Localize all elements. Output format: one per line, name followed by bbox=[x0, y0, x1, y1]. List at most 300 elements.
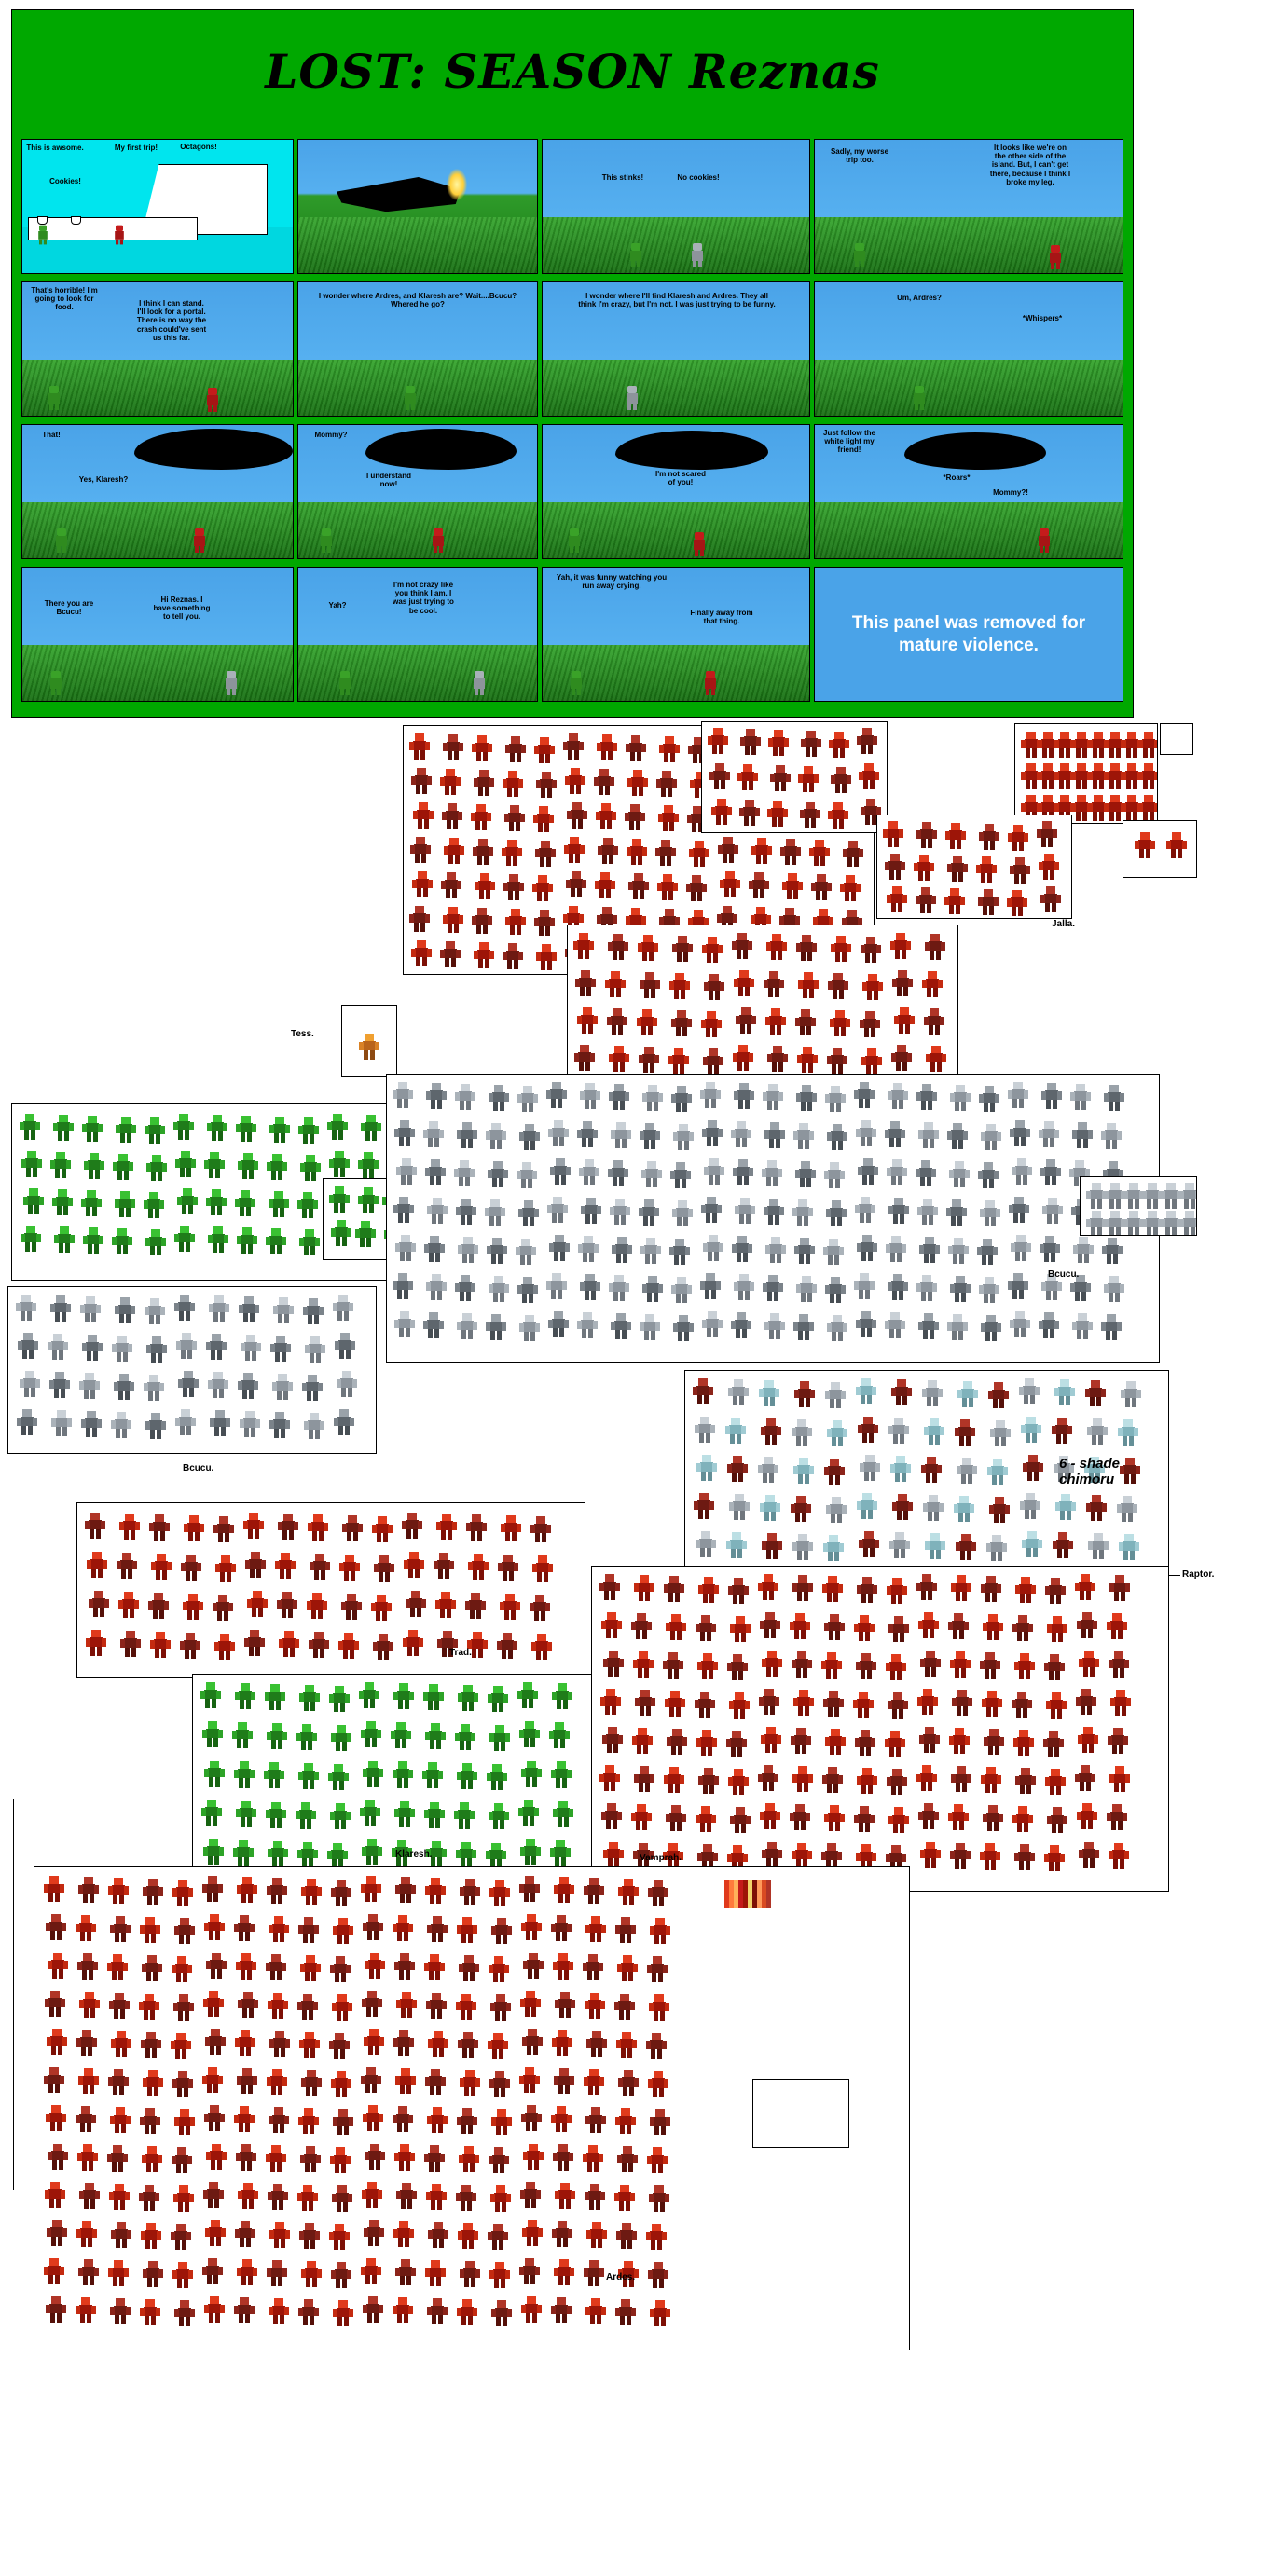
sprite-cell bbox=[112, 1916, 129, 1942]
sprite-cell bbox=[78, 2030, 95, 2056]
page-title: LOST: SEASON Reznas bbox=[265, 43, 880, 99]
sprite-cell bbox=[425, 1684, 442, 1710]
sprite-cell bbox=[212, 1410, 228, 1436]
sprite-cell bbox=[921, 1237, 938, 1263]
sprite-cell bbox=[657, 840, 674, 866]
sprite-cell bbox=[429, 1198, 446, 1224]
spritesheet-red-top-right bbox=[701, 721, 888, 833]
sprite-cell bbox=[376, 1555, 393, 1582]
sprite-cell bbox=[205, 2182, 222, 2208]
sprite-cell bbox=[824, 1767, 841, 1793]
sprite-cell bbox=[274, 1374, 291, 1400]
sprite-cell bbox=[488, 1314, 504, 1340]
sprite-cell bbox=[1039, 821, 1055, 847]
sprite-grid bbox=[1081, 1177, 1196, 1235]
sprite-cell bbox=[1089, 1418, 1106, 1445]
sprite-cell bbox=[143, 2032, 159, 2058]
sprite-cell bbox=[300, 1763, 317, 1789]
sprite-cell bbox=[863, 1048, 880, 1075]
sprite-cell bbox=[493, 2300, 510, 2326]
sprite-cell bbox=[858, 1120, 875, 1146]
sprite-cell bbox=[703, 1011, 720, 1037]
comic-page bbox=[11, 9, 1134, 718]
sprite-cell bbox=[206, 1761, 223, 1787]
sprite-cell bbox=[467, 1593, 484, 1619]
sprite-cell bbox=[394, 2297, 411, 2323]
sprite-cell bbox=[577, 970, 594, 996]
caption: Yah? bbox=[328, 601, 347, 610]
sprite-cell bbox=[769, 801, 786, 827]
sprite-cell bbox=[489, 2033, 506, 2059]
sprite-cell bbox=[985, 1805, 1001, 1831]
grass bbox=[298, 645, 537, 701]
sprite-cell bbox=[582, 1083, 599, 1109]
caption: Finally away from that thing. bbox=[690, 609, 753, 626]
sprite-cell bbox=[742, 729, 759, 755]
sprite-cell bbox=[794, 1575, 811, 1601]
sprite-cell bbox=[311, 1554, 328, 1580]
sprite-cell bbox=[992, 1420, 1009, 1446]
sprite-cell bbox=[430, 2031, 447, 2057]
sprite-cell bbox=[1074, 1313, 1091, 1339]
sprite-cell bbox=[79, 2144, 96, 2171]
sprite-cell bbox=[336, 1409, 352, 1435]
sprite-cell bbox=[329, 1114, 346, 1140]
sprite-cell bbox=[860, 1158, 876, 1185]
sprite-cell bbox=[428, 1993, 445, 2019]
sprite-cell bbox=[792, 1613, 808, 1639]
sprite-cell bbox=[470, 1554, 487, 1580]
sprite-cell bbox=[521, 1124, 538, 1150]
comic-panel-11 bbox=[542, 424, 810, 559]
sprite-grid bbox=[568, 925, 957, 1084]
sprite-cell bbox=[826, 1614, 843, 1640]
sprite-cell bbox=[628, 839, 645, 865]
sprite-cell bbox=[797, 1009, 814, 1035]
sprite-cell bbox=[980, 889, 997, 915]
sprite-cell bbox=[398, 1992, 415, 2018]
sprite-cell bbox=[488, 1843, 504, 1869]
sprite-cell bbox=[792, 1804, 808, 1830]
sprite-cell bbox=[1047, 1578, 1064, 1604]
sprite-cell bbox=[711, 763, 728, 789]
sprite-cell bbox=[1025, 1455, 1041, 1481]
sprite-cell bbox=[176, 1295, 193, 1321]
sprite-cell bbox=[728, 1532, 745, 1558]
sheet-label-jalla: Jalla. bbox=[1052, 919, 1076, 929]
sprite-cell bbox=[649, 2147, 666, 2173]
sprite-cell bbox=[489, 1764, 505, 1790]
sprite-cell bbox=[700, 1577, 717, 1603]
sprite-cell bbox=[364, 1839, 380, 1865]
sprite-cell bbox=[652, 2300, 668, 2326]
sprite-cell bbox=[950, 1613, 967, 1639]
sprite-cell bbox=[492, 1994, 509, 2021]
sprite-cell bbox=[611, 1084, 627, 1110]
sprite-cell bbox=[700, 1768, 717, 1794]
sprite-cell bbox=[245, 1513, 262, 1539]
sprite-cell bbox=[444, 803, 461, 829]
sprite-cell bbox=[766, 1313, 783, 1339]
sprite-cell bbox=[302, 1955, 319, 1981]
sprite-cell bbox=[141, 2185, 158, 2211]
sprite-cell bbox=[1023, 1417, 1040, 1443]
sprite-cell bbox=[1077, 1574, 1094, 1600]
sprite-cell bbox=[675, 1124, 692, 1150]
comic-panel-1 bbox=[21, 139, 294, 274]
sprite-cell bbox=[951, 1161, 968, 1187]
sprite-cell bbox=[859, 1768, 875, 1794]
sheet-label-bcucu-2: Bcucu. bbox=[183, 1463, 214, 1473]
sprite-cell bbox=[760, 1457, 777, 1483]
caption: Mommy?! bbox=[993, 488, 1028, 497]
sprite-cell bbox=[732, 1616, 749, 1642]
sprite-cell bbox=[459, 2108, 475, 2134]
caption: Octagons! bbox=[180, 143, 217, 151]
sprite-cell bbox=[18, 1295, 34, 1321]
sprite-cell bbox=[827, 1729, 844, 1755]
sprite-cell bbox=[210, 1226, 227, 1253]
sprite-cell bbox=[795, 1690, 812, 1716]
sprite-cell bbox=[861, 763, 877, 789]
sprite-cell bbox=[1010, 825, 1026, 851]
sprite-cell bbox=[554, 1683, 571, 1709]
sprite-cell bbox=[503, 840, 520, 866]
sprite-cell bbox=[949, 856, 966, 882]
sprite-cell bbox=[795, 1123, 812, 1149]
sprite-cell bbox=[1012, 1311, 1028, 1337]
sprite-cell bbox=[442, 769, 459, 795]
sprite-cell bbox=[620, 2070, 637, 2096]
sprite-cell bbox=[238, 1953, 255, 1980]
sprite-cell bbox=[271, 2031, 288, 2057]
sprite-cell bbox=[796, 1238, 813, 1264]
sprite-cell bbox=[1104, 1238, 1121, 1264]
edge-line bbox=[13, 1799, 14, 2190]
sprite-cell bbox=[523, 1761, 540, 1787]
sprite-cell bbox=[1014, 1806, 1031, 1832]
sprite-cell bbox=[555, 2144, 572, 2171]
sprite-cell bbox=[424, 1762, 441, 1788]
sprite-cell bbox=[674, 936, 691, 962]
sprite-cell bbox=[303, 2070, 320, 2096]
sprite-cell bbox=[147, 1229, 164, 1255]
sprite-cell bbox=[858, 1378, 875, 1404]
sprite-cell bbox=[641, 1123, 658, 1149]
sprite-cell bbox=[670, 1048, 687, 1074]
sprite-cell bbox=[114, 1228, 131, 1254]
sprite-cell bbox=[84, 1335, 101, 1361]
sprite-cell bbox=[280, 1514, 296, 1540]
sprite-cell bbox=[240, 1153, 256, 1179]
sprite-cell bbox=[397, 2259, 414, 2285]
sprite-cell bbox=[335, 2109, 351, 2135]
sprite-cell bbox=[673, 1010, 690, 1036]
sprite-cell bbox=[957, 1534, 974, 1560]
sprite-cell bbox=[366, 1953, 383, 1979]
sprite-cell bbox=[605, 1842, 622, 1868]
sprite-cell bbox=[54, 1189, 71, 1215]
sprite-cell bbox=[688, 875, 705, 901]
sprite-cell bbox=[613, 1237, 630, 1263]
caption: I think I can stand. I'll look for a portal. There is no way the crash could've sent us this far. bbox=[136, 299, 207, 342]
sprite-cell bbox=[503, 1515, 519, 1541]
sprite-cell bbox=[888, 1769, 905, 1795]
sprite-cell bbox=[117, 1191, 133, 1217]
sprite-cell bbox=[81, 1992, 98, 2018]
sprite-cell bbox=[705, 1235, 722, 1261]
sprite-cell bbox=[1072, 1084, 1089, 1110]
sprite-cell bbox=[113, 1412, 130, 1438]
sprite-cell bbox=[329, 1843, 346, 1869]
sprite-green bbox=[48, 671, 63, 695]
sprite-cell bbox=[1136, 832, 1153, 858]
sprite-cell bbox=[395, 1197, 412, 1223]
sprite-cell bbox=[202, 1682, 219, 1708]
sprite-cell bbox=[405, 1630, 421, 1656]
sprite-cell bbox=[267, 1684, 283, 1710]
caption: I wonder where I'll find Klaresh and Ardres. They all think I'm crazy, but I'm not. I was just trying to be funny. bbox=[578, 292, 776, 309]
caption: I understand now! bbox=[365, 472, 411, 489]
sprite-cell bbox=[959, 1381, 976, 1407]
sprite-cell bbox=[1140, 795, 1157, 821]
sprite-cell bbox=[460, 1237, 476, 1263]
sprite-cell bbox=[110, 2069, 127, 2095]
sprite-cell bbox=[826, 1805, 843, 1831]
sprite-cell bbox=[888, 1236, 904, 1262]
sprite-cell bbox=[823, 1652, 840, 1679]
sprite-cell bbox=[859, 1577, 875, 1603]
sprite-cell bbox=[118, 1553, 135, 1579]
sprite-cell bbox=[1106, 1276, 1123, 1302]
sprite-cell bbox=[794, 1199, 811, 1226]
sprite-cell bbox=[650, 1880, 667, 1906]
sprite-cell bbox=[360, 1187, 377, 1213]
sprite-cell bbox=[396, 2144, 413, 2171]
sprite-cell bbox=[240, 1992, 256, 2018]
caption: *Roars* bbox=[943, 473, 971, 482]
sprite-cell bbox=[266, 1762, 282, 1788]
comic-row-1 bbox=[21, 139, 1125, 274]
sprite-cell bbox=[585, 2145, 601, 2172]
sprite-cell bbox=[652, 1918, 668, 1944]
sprite-cell bbox=[1144, 1211, 1161, 1236]
sprite-cell bbox=[493, 2109, 510, 2135]
sprite-cell bbox=[919, 1689, 936, 1715]
sprite-cell bbox=[668, 1614, 684, 1640]
sprite-cell bbox=[396, 1953, 413, 1980]
sprite-cell bbox=[394, 1915, 411, 1941]
sprite-cell bbox=[456, 1160, 473, 1186]
sprite-cell bbox=[83, 1190, 100, 1216]
sheet-label-trad: Trad. bbox=[449, 1648, 472, 1658]
sprite-cell bbox=[1042, 1159, 1059, 1185]
sprite-cell bbox=[1013, 1692, 1030, 1718]
sprite-cell bbox=[604, 1727, 621, 1753]
sprite-cell bbox=[394, 1761, 411, 1788]
sprite-cell bbox=[768, 934, 785, 960]
sprite-cell bbox=[982, 1200, 999, 1226]
sprite-cell bbox=[395, 2221, 412, 2247]
sprite-cell bbox=[858, 1653, 875, 1679]
sprite-cell bbox=[833, 767, 849, 793]
sprite-cell bbox=[365, 2105, 381, 2131]
sprite-cell bbox=[52, 1295, 69, 1322]
sprite-cell bbox=[521, 1876, 538, 1902]
sprite-cell bbox=[301, 2032, 318, 2058]
sprite-cell bbox=[926, 1418, 943, 1445]
sprite-cell bbox=[612, 1199, 628, 1225]
sprite-cell bbox=[268, 2145, 284, 2172]
sprite-cell bbox=[797, 1161, 814, 1187]
sprite-cell bbox=[658, 771, 675, 797]
sprite-cell bbox=[580, 1236, 597, 1262]
sprite-cell bbox=[490, 1803, 507, 1829]
sprite-cell bbox=[175, 1994, 192, 2021]
sprite-cell bbox=[1109, 1804, 1125, 1830]
sprite-cell bbox=[800, 972, 817, 998]
grass bbox=[815, 360, 1123, 416]
sprite-cell bbox=[579, 1121, 596, 1147]
sprite-cell bbox=[297, 1802, 314, 1829]
sprite-cell bbox=[586, 2184, 603, 2210]
caption: Yah, it was funny watching you run away crying. bbox=[556, 573, 668, 591]
sprite-cell bbox=[490, 1085, 507, 1111]
sprite-cell bbox=[77, 1915, 94, 1941]
sprite-cell bbox=[489, 1238, 505, 1264]
sprite-cell bbox=[949, 1314, 966, 1340]
sprite-cell bbox=[523, 2296, 540, 2323]
sprite-cell bbox=[217, 1555, 234, 1582]
sprite-cell bbox=[427, 1159, 444, 1185]
sprite-cell bbox=[22, 1226, 39, 1252]
sprite-cell bbox=[792, 1728, 809, 1754]
sprite-cell bbox=[762, 1803, 778, 1829]
sprite-cell bbox=[887, 1731, 903, 1757]
sprite-cell bbox=[209, 1115, 226, 1141]
sprite-cell bbox=[950, 1238, 967, 1264]
sprite-cell bbox=[519, 1682, 536, 1708]
cup-icon bbox=[71, 216, 81, 225]
sprite-cell bbox=[518, 1162, 535, 1188]
sheet-label-ardes: Ardes. bbox=[606, 2272, 636, 2282]
sprite-cell bbox=[524, 2029, 541, 2055]
sprite-cell bbox=[113, 2031, 130, 2057]
sprite-cell bbox=[152, 1632, 169, 1658]
sprite-cell bbox=[429, 2298, 446, 2324]
sprite-cell bbox=[414, 871, 431, 897]
sprite-cell bbox=[122, 1631, 139, 1657]
sprite-cell bbox=[333, 2262, 350, 2288]
sprite-cell bbox=[697, 1615, 714, 1641]
sprite-cell bbox=[889, 1274, 906, 1300]
sprite-cell bbox=[48, 2220, 65, 2246]
sprite-cell bbox=[1011, 1197, 1027, 1223]
sprite-cell bbox=[522, 1991, 539, 2017]
sprite-cell bbox=[48, 1914, 64, 1940]
sprite-cell bbox=[765, 1199, 782, 1225]
sprite-cell bbox=[630, 873, 647, 899]
sprite-cell bbox=[1010, 1273, 1026, 1299]
sprite-cell bbox=[888, 886, 905, 912]
sprite-cell bbox=[269, 1878, 285, 1904]
sprite-cell bbox=[373, 1595, 390, 1621]
sprite-cell bbox=[299, 2185, 316, 2211]
color-palette bbox=[724, 1880, 771, 1908]
sprite-cell bbox=[887, 1312, 903, 1338]
sprite-cell bbox=[504, 771, 521, 797]
sprite-cell bbox=[173, 2147, 190, 2173]
sprite-grey bbox=[472, 671, 487, 695]
sprite-green bbox=[567, 528, 582, 553]
sprite-cell bbox=[1016, 1653, 1033, 1679]
sprite-cell bbox=[764, 1842, 780, 1868]
sprite-cell bbox=[927, 934, 944, 960]
sprite-cell bbox=[640, 1047, 657, 1073]
comic-panel-9 bbox=[21, 424, 294, 559]
sprite-cell bbox=[857, 1730, 874, 1756]
sprite-cell bbox=[269, 1993, 286, 2019]
sprite-cell bbox=[79, 1953, 96, 1980]
sprite-cell bbox=[397, 1877, 414, 1903]
sprite-cell bbox=[429, 2107, 446, 2133]
sprite-cell bbox=[300, 2299, 317, 2325]
sprite-cell bbox=[1077, 1765, 1094, 1791]
sprite-cell bbox=[704, 937, 721, 963]
sprite-cell bbox=[549, 1197, 566, 1223]
sprite-cell bbox=[460, 1685, 476, 1711]
sprite-cell bbox=[268, 1802, 284, 1828]
sprite-cell bbox=[111, 1993, 128, 2019]
sprite-cell bbox=[1106, 1085, 1123, 1111]
sprite-cell bbox=[204, 1721, 221, 1747]
sprite-cell bbox=[241, 1296, 257, 1322]
sprite-cell bbox=[435, 1553, 452, 1579]
removed-panel-text: This panel was removed for mature violence. bbox=[851, 612, 1086, 655]
spritesheet-red-small bbox=[1123, 820, 1197, 878]
sprite-cell bbox=[186, 1515, 202, 1541]
sprite-cell bbox=[1140, 732, 1157, 758]
dark-creature bbox=[904, 432, 1046, 470]
sprite-grid bbox=[592, 1567, 1168, 1891]
sprite-cell bbox=[521, 2258, 538, 2284]
sprite-cell bbox=[949, 1123, 966, 1149]
sprite-cell bbox=[524, 2220, 541, 2246]
spritesheet-jalla bbox=[876, 815, 1072, 919]
caption: Yes, Klaresh? bbox=[78, 475, 129, 484]
sprite-cell bbox=[309, 1593, 325, 1619]
sprite-cell bbox=[958, 1458, 975, 1484]
sprite-cell bbox=[112, 2107, 129, 2133]
spritesheet-collage bbox=[0, 736, 1281, 2576]
sprite-cell bbox=[826, 1162, 843, 1188]
grass bbox=[298, 360, 537, 416]
sprite-cell bbox=[214, 1595, 231, 1621]
sprite-cell bbox=[117, 1117, 134, 1143]
sprite-cell bbox=[120, 1592, 137, 1618]
sprite-cell bbox=[507, 909, 524, 935]
sprite-cell bbox=[333, 1725, 350, 1751]
sprite-cell bbox=[180, 1371, 197, 1397]
sprite-cell bbox=[699, 1653, 716, 1679]
sprite-cell bbox=[521, 2067, 538, 2093]
sprite-cell bbox=[249, 1591, 266, 1617]
sprite-cell bbox=[890, 1198, 907, 1224]
sprite-cell bbox=[333, 1880, 350, 1906]
sprite-cell bbox=[990, 1382, 1007, 1408]
sprite-cell bbox=[239, 1877, 255, 1903]
sprite-cell bbox=[565, 733, 582, 760]
